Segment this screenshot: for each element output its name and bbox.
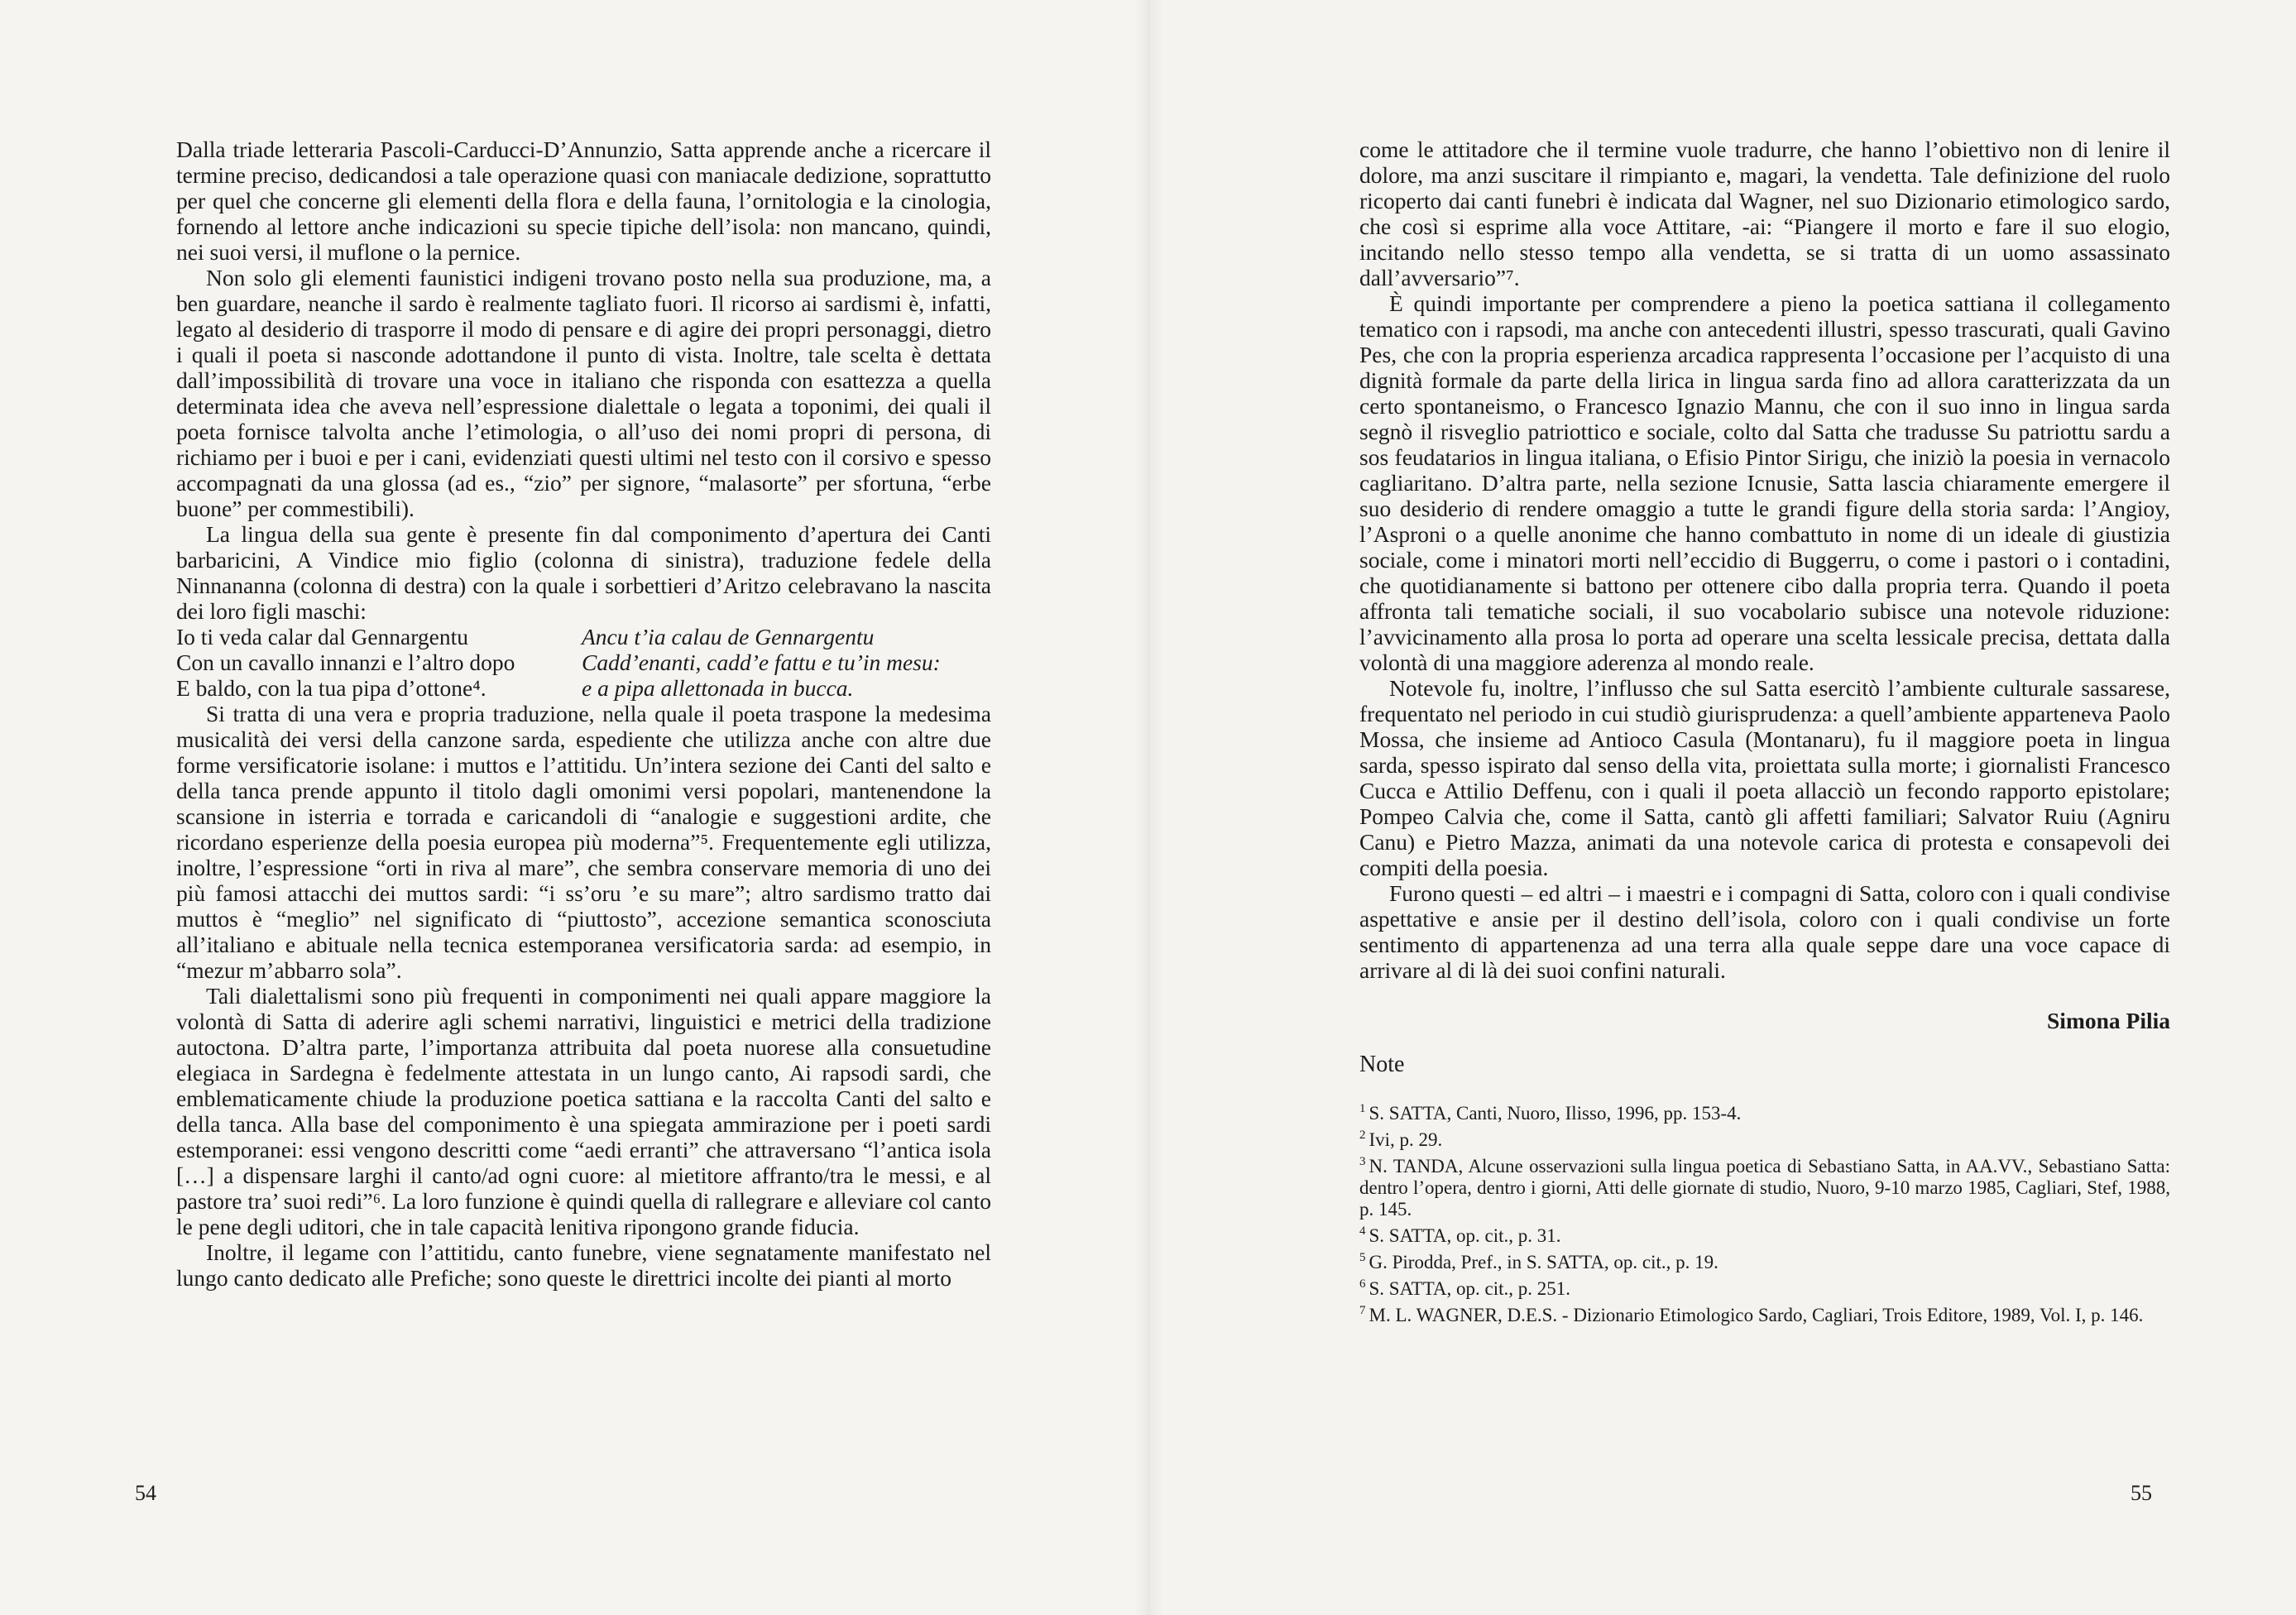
paragraph: Tali dialettalismi sono più frequenti in componimenti nei quali appare maggiore la volontà di Satta di aderire agli schemi narrativi, linguistici e metrici della tradizione autoctona. D’altra parte, l’importanza attribuita dal poeta nuorese alla consuetudine elegiaca in Sardegna è fedelmente attestata in un lungo canto, Ai rapsodi sardi, che emblematicamente chiude la produzione poetica sattiana e la raccolta Canti del salto e della tanca. Alla base del componimento è una spiegata ammirazione per i poeti sardi estemporanei: essi vengono descritti come “aedi erranti” che attraversano “l’antica isola […] a dispensare larghi il canto/ad ogni cuore: al mietitore affranto/tra le messi, e al pastore tra’ suoi redi”⁶. La loro funzione è quindi quella di rallegrare e alleviare col canto le pene degli uditori, che in tale capacità lenitiva ripongono grande fiducia.: [176, 983, 991, 1239]
poem-line-sardinian: Ancu t’ia calau de Gennargentu: [582, 624, 875, 649]
poem-line-sardinian: Cadd’enanti, cadd’e fattu e tu’in mesu:: [582, 649, 941, 675]
poem-line-italian: E baldo, con la tua pipa d’ottone⁴.: [176, 675, 487, 701]
book-gutter: [1134, 0, 1163, 1615]
paragraph: È quindi importante per comprendere a pieno la poetica sattiana il collegamento tematico con i rapsodi, ma anche con antecedenti illustri, spesso trascurati, quali Gavino Pes, che con la propria esperienza arcadica rappresenta l’occasione per l’acquisto di una dignità formale da parte della lirica in lingua sarda fino ad allora caratterizzata da un certo spontaneismo, o Francesco Ignazio Mannu, che con il suo inno in lingua sarda segnò il risveglio patriottico e sociale, colto dal Satta che tradusse Su patriottu sardu a sos feudatarios in lingua italiana, o Efisio Pintor Sirigu, che iniziò la poesia in vernacolo cagliaritano. D’altra parte, nella sezione Icnusie, Satta lascia chiaramente emergere il suo desiderio di rendere omaggio a tutte le grandi figure della storia sarda: l’Angioy, l’Aspronі o a quelle anonime che hanno combattuto in nome di un ideale di giustizia sociale, come i minatori morti nell’eccidio di Buggerru, o come i pastori o i contadini, che quotidianamente si battono per ottenere cibo dalla propria terra. Quando il poeta affronta tali tematiche sociali, il suo vocabolario subisce una notevole riduzione: l’avvicinamento alla prosa lo porta ad operare una scelta lessicale precisa, dettata dalla volontà di una maggiore aderenza al mondo reale.: [1359, 290, 2170, 675]
paragraph: Notevole fu, inoltre, l’influsso che sul Satta esercitò l’ambiente culturale sassarese, frequentato nel periodo in cui studiò giurisprudenza: a quell’ambiente apparteneva Paolo Mossa, che insieme ad Antioco Casula (Montanaru), fu il maggiore poeta in lingua sarda, spesso ispirato dal senso della vita, proiettata sulla morte; i giornalisti Francesco Cucca e Attilio Deffenu, con i quali il poeta allacciò un fecondo rapporto epistolare; Pompeo Calvia che, come il Satta, cantò gli affetti familiari; Salvator Ruiu (Agniru Canu) e Pietro Mazza, animati da una notevole carica di protesta e consapevoli dei compiti della poesia.: [1359, 675, 2170, 880]
paragraph: Non solo gli elementi faunistici indigeni trovano posto nella sua produzione, ma, a ben guardare, neanche il sardo è realmente tagliato fuori. Il ricorso ai sardismi è, infatti, legato al desiderio di trasporre il modo di pensare e di agire dei propri personaggi, dietro i quali il poeta si nasconde adottandone il punto di vista. Inoltre, tale scelta è dettata dall’impossibilità di trovare una voce in italiano che risponda con esattezza a quella determinata idea che aveva nell’espressione dialettale o legata a toponimi, dei quali il poeta fornisce talvolta anche l’etimologia, o all’uso dei nomi propri di persona, di richiamo per i buoi e per i cani, evidenziati questi ultimi nel testo con il corsivo e spesso accompagnati da una glossa (ad es., “zio” per signore, “malasorte” per sfortuna, “erbe buone” per commestibili).: [176, 265, 991, 521]
paragraph: come le attitadore che il termine vuole tradurre, che hanno l’obiettivo non di lenire il dolore, ma anzi suscitare il rimpianto e, magari, la vendetta. Tale definizione del ruolo ricoperto dai canti funebri è indicata dal Wagner, nel suo Dizionario etimologico sardo, che così si esprime alla voce Attitare, -ai: “Piangere il morto e fare il suo elogio, incitando nello stesso tempo alla vendetta, se si tratta di un uomo assassinato dall’avversario”⁷.: [1359, 137, 2170, 290]
left-text-column: [176, 137, 991, 1291]
footnote: $^4$ S. SATTA, op. cit., p. 31.: [1359, 1224, 1561, 1246]
paragraph: Furono questi – ed altri – i maestri e i compagni di Satta, coloro con i quali condivise aspettative e ansie per il destino dell’isola, coloro con i quali condivise un forte sentimento di appartenenza ad una terra alla quale seppe dare una voce capace di arrivare al di là dei suoi confini naturali.: [1359, 880, 2170, 983]
notes-heading: Note: [1359, 1052, 1405, 1077]
footnote: $^6$ S. SATTA, op. cit., p. 251.: [1359, 1277, 1570, 1299]
paragraph: Inoltre, il legame con l’attitidu, canto funebre, viene segnatamente manifestato nel lungo canto dedicato alle Prefiche; sono queste le direttrici incolte dei pianti al morto: [176, 1239, 991, 1291]
poem-line-sardinian: e a pipa allettonada in bucca.: [582, 675, 854, 701]
footnote: $^3$ N. TANDA, Alcune osservazioni sulla lingua poetica di Sebastiano Satta, in AA.VV., Sebastiano Satta: dentro l’opera, dentro i giorni, Atti delle giornate di studio, Nuoro, 9-10 marzo 1985, Cagliari, Stef, 1988, p. 145.: [1359, 1155, 2170, 1220]
poem-line-italian: Io ti veda calar dal Gennargentu: [176, 624, 469, 649]
footnote: $^7$ M. L. WAGNER, D.E.S. - Dizionario Etimologico Sardo, Cagliari, Trois Editore, 1989, Vol. I, p. 146.: [1359, 1304, 2144, 1325]
paragraph: Si tratta di una vera e propria traduzione, nella quale il poeta traspone la medesima musicalità dei versi della canzone sarda, espediente che utilizza anche con altre due forme versificatorie isolane: i muttos e l’attitidu. Un’intera sezione dei Canti del salto e della tanca prende appunto il titolo dagli omonimi versi popolari, mantenendone la scansione in isterria e torrada e caricandoli di “analogie e suggestioni ardite, che ricordano esperienze della poesia europea più moderna”⁵. Frequentemente egli utilizza, inoltre, l’espressione “orti in riva al mare”, che sembra conservare memoria di uno dei più famosi attacchi dei muttos sardi: “i ss’oru ’e su mare”; altro sardismo tratto dai muttos è “meglio” nel significato di “piuttosto”, accezione semantica sconosciuta all’italiano e abituale nella tecnica estemporanea versificatoria sarda: ad esempio, in “mezur m’abbarro sola”.: [176, 701, 991, 983]
poem-comparison: [176, 624, 991, 701]
footnote: $^5$ G. Pirodda, Pref., in S. SATTA, op. cit., p. 19.: [1359, 1251, 1718, 1272]
right-text-column: [1359, 137, 2170, 1326]
footnote: $^2$ Ivi, p. 29.: [1359, 1129, 1443, 1150]
page-number-right: 55: [2131, 1481, 2152, 1505]
page-number-left: 54: [135, 1481, 156, 1505]
footnote: $^1$ S. SATTA, Canti, Nuoro, Ilisso, 1996, pp. 153-4.: [1359, 1102, 1742, 1124]
author-signature: Simona Pilia: [2047, 1008, 2170, 1033]
paragraph: Dalla triade letteraria Pascoli-Carducci-D’Annunzio, Satta apprende anche a ricercare il termine preciso, dedicandosi a tale operazione quasi con maniacale dedizione, soprattutto per quel che concerne gli elementi della flora e della fauna, l’ornitologia e la cinologia, fornendo al lettore anche indicazioni su specie tipiche dell’isola: non mancano, quindi, nei suoi versi, il muflone o la pernice.: [176, 137, 991, 265]
poem-line-italian: Con un cavallo innanzi e l’altro dopo: [176, 649, 515, 675]
footnotes: [1359, 1098, 2170, 1326]
paragraph: La lingua della sua gente è presente fin dal componimento d’apertura dei Canti barbaricini, A Vindice mio figlio (colonna di sinistra), traduzione fedele della Ninnananna (colonna di destra) con la quale i sorbettieri d’Aritzo celebravano la nascita dei loro figli maschi:: [176, 521, 991, 624]
